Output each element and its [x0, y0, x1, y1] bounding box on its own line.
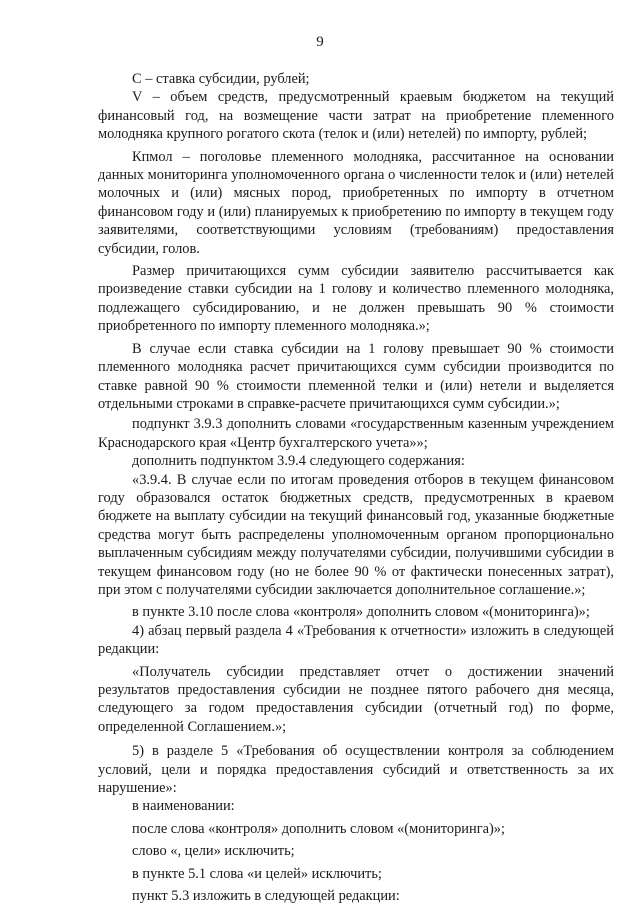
- paragraph: Размер причитающихся сумм субсидии заявителю рассчитывается как произведение ставки субсидии на 1 голову и количество племенного молодняка, подлежащего субсидированию, и не должен превышать 90 % стоимости приобретенного по импорту племенного молодняка.»;: [98, 263, 614, 335]
- paragraph: 4) абзац первый раздела 4 «Требования к отчетности» изложить в следующей редакции:: [98, 622, 614, 658]
- paragraph: подпункт 3.9.3 дополнить словами «государственным казенным учреждением Краснодарского края «Центр бухгалтерского учета»»;: [98, 416, 614, 451]
- paragraph: слово «, цели» исключить;: [132, 843, 295, 860]
- paragraph: дополнить подпунктом 3.9.4 следующего содержания:: [132, 453, 465, 470]
- paragraph: в наименовании:: [132, 798, 235, 815]
- document-body: [98, 70, 614, 905]
- paragraph: 5) в разделе 5 «Требования об осуществлении контроля за соблюдением условий, цели и порядка предоставления субсидий и ответственность за их нарушение»:: [98, 743, 614, 797]
- paragraph: С – ставка субсидии, рублей;: [132, 71, 310, 87]
- paragraph: V – объем средств, предусмотренный краевым бюджетом на текущий финансовый год, на возмещение части затрат на приобретение племенного молодняка крупного рогатого скота (телок и (или) нетелей) по импорту, рублей;: [98, 89, 614, 143]
- page-number: 9: [316, 34, 324, 50]
- paragraph: «3.9.4. В случае если по итогам проведения отборов в текущем финансовом году образовался остаток бюджетных средств, предусмотренных в краевом бюджете на выплату субсидии на текущий финансовый год, указанные бюджетные средства могут быть распределены уполномоченным органом пропорционально выплаченным субсидиям между получателями субсидии, получившими субсидии в текущем финансовом году (но не более 90 % от фактически понесенных затрат), при этом с получателями субсидии заключается дополнительное соглашение.»;: [98, 471, 614, 598]
- paragraph: в пункте 5.1 слова «и целей» исключить;: [132, 865, 382, 882]
- paragraph: Кпмол – поголовье племенного молодняка, рассчитанное на основании данных мониторинга уполномоченного органа о численности телок и (или) нетелей молочных и (или) мясных пород, приобретенных по импорту в отчетном финансовом году и (или) планируемых к приобретению по импорту в текущем году заявителями, соответствующими условиям (требованиям) предоставления субсидии, голов.: [98, 148, 614, 257]
- paragraph: «Получатель субсидии представляет отчет о достижении значений результатов предоставления субсидии не позднее пятого рабочего дня месяца, следующего за годом предоставления субсидии (отчетный год) по форме, определенной Соглашением.»;: [98, 663, 614, 735]
- paragraph: в пункте 3.10 после слова «контроля» дополнить словом «(мониторинга)»;: [132, 604, 590, 621]
- paragraph: пункт 5.3 изложить в следующей редакции:: [132, 888, 400, 905]
- paragraph: после слова «контроля» дополнить словом «(мониторинга)»;: [132, 820, 505, 837]
- paragraph: В случае если ставка субсидии на 1 голову превышает 90 % стоимости племенного молодняка расчет причитающихся сумм субсидии производится по ставке равной 90 % стоимости племенной телки и (или) нетели и выделяется отдельными строками в справке-расчете причитающихся сумм субсидии.»;: [98, 340, 614, 412]
